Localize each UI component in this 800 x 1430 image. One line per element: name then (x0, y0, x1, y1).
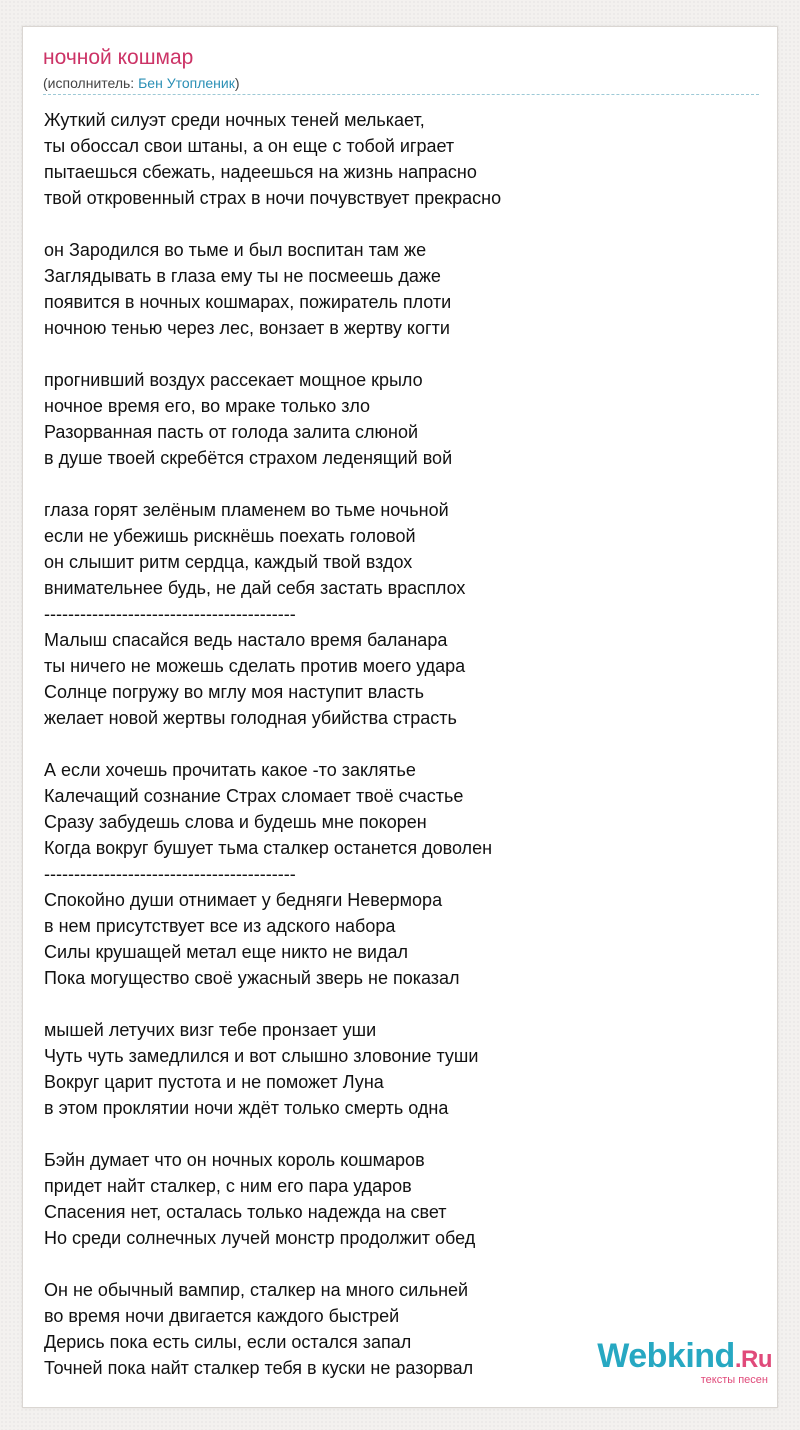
stanza (44, 237, 764, 341)
lyric-line: он слышит ритм сердца, каждый твой вздох (44, 552, 413, 572)
lyric-line: Разорванная пасть от голода залита слюной (44, 422, 419, 442)
lyric-line: Он не обычный вампир, сталкер на много сильней (44, 1280, 469, 1300)
artist-line (43, 74, 240, 92)
lyric-line: Спасения нет, осталась только надежда на свет (44, 1202, 447, 1222)
lyric-line: появится в ночных кошмарах, пожиратель плоти (44, 292, 452, 312)
lyric-line: ты ничего не можешь сделать против моего удара (44, 656, 466, 676)
lyric-line: Чуть чуть замедлился и вот слышно зловоние туши (44, 1046, 479, 1066)
lyric-line: А если хочешь прочитать какое -то заклятье (44, 760, 416, 780)
song-title: ночной кошмар (43, 46, 194, 69)
site-logo[interactable] (597, 1338, 772, 1386)
artist-prefix: (исполнитель: (43, 75, 139, 91)
lyric-line: Но среди солнечных лучей монстр продолжит обед (44, 1228, 476, 1248)
lyric-line: Заглядывать в глаза ему ты не посмеешь даже (44, 266, 441, 286)
logo-tld: .Ru (734, 1346, 772, 1373)
stanza (44, 1017, 764, 1121)
lyric-line: в нем присутствует все из адского набора (44, 916, 396, 936)
lyric-line: глаза горят зелёным пламенем во тьме ночьной (44, 500, 449, 520)
lyric-line: прогнивший воздух рассекает мощное крыло (44, 370, 423, 390)
divider-line: ------------------------------------------ (44, 864, 296, 884)
stanza (44, 757, 764, 991)
lyric-line: твой откровенный страх в ночи почувствует прекрасно (44, 188, 502, 208)
lyric-line: Малыш спасайся ведь настало время баланара (44, 630, 448, 650)
title-divider (43, 94, 759, 95)
lyric-line: в этом проклятии ночи ждёт только смерть одна (44, 1098, 449, 1118)
lyric-line: внимательнее будь, не дай себя застать врасплох (44, 578, 466, 598)
stanza (44, 497, 764, 731)
logo-name: Webkind (597, 1337, 735, 1375)
logo-wordmark (597, 1338, 772, 1378)
lyric-line: Силы крушащей метал еще никто не видал (44, 942, 408, 962)
divider-line: ------------------------------------------ (44, 604, 296, 624)
lyric-line: ночною тенью через лес, вонзает в жертву когти (44, 318, 450, 338)
lyric-line: во время ночи двигается каждого быстрей (44, 1306, 400, 1326)
lyric-line: Калечащий сознание Страх сломает твоё счастье (44, 786, 464, 806)
lyrics-card (22, 26, 778, 1408)
lyric-line: Сразу забудешь слова и будешь мне покорен (44, 812, 427, 832)
lyric-line: Пока могущество своё ужасный зверь не показал (44, 968, 460, 988)
stanza (44, 367, 764, 471)
lyric-line: мышей летучих визг тебе пронзает уши (44, 1020, 377, 1040)
lyric-line: придет найт сталкер, с ним его пара ударов (44, 1176, 412, 1196)
logo-tagline: тексты песен (700, 1374, 768, 1386)
lyric-line: ночное время его, во мраке только зло (44, 396, 371, 416)
lyric-line: желает новой жертвы голодная убийства страсть (44, 708, 457, 728)
lyric-line: если не убежишь рискнёшь поехать головой (44, 526, 416, 546)
lyric-line: Вокруг царит пустота и не поможет Луна (44, 1072, 384, 1092)
lyric-line: пытаешься сбежать, надеешься на жизнь напрасно (44, 162, 477, 182)
lyric-line: Дерись пока есть силы, если остался запал (44, 1332, 412, 1352)
lyrics-body (44, 107, 764, 1407)
lyric-line: Когда вокруг бушует тьма сталкер останется доволен (44, 838, 493, 858)
lyric-line: Жуткий силуэт среди ночных теней мелькает, (44, 110, 425, 130)
lyric-line: Бэйн думает что он ночных король кошмаров (44, 1150, 425, 1170)
lyric-line: Спокойно души отнимает у бедняги Невермора (44, 890, 443, 910)
lyric-line: Солнце погружу во мглу моя наступит власть (44, 682, 425, 702)
artist-link[interactable]: Бен Утопленик (138, 75, 235, 91)
artist-suffix: ) (234, 75, 240, 91)
lyric-line: в душе твоей скребётся страхом леденящий вой (44, 448, 453, 468)
stanza (44, 1147, 764, 1251)
lyric-line: он Зародился во тьме и был воспитан там же (44, 240, 427, 260)
lyric-line: Точней пока найт сталкер тебя в куски не разорвал (44, 1358, 474, 1378)
lyric-line: ты обоссал свои штаны, а он еще с тобой играет (44, 136, 455, 156)
stanza (44, 107, 764, 211)
